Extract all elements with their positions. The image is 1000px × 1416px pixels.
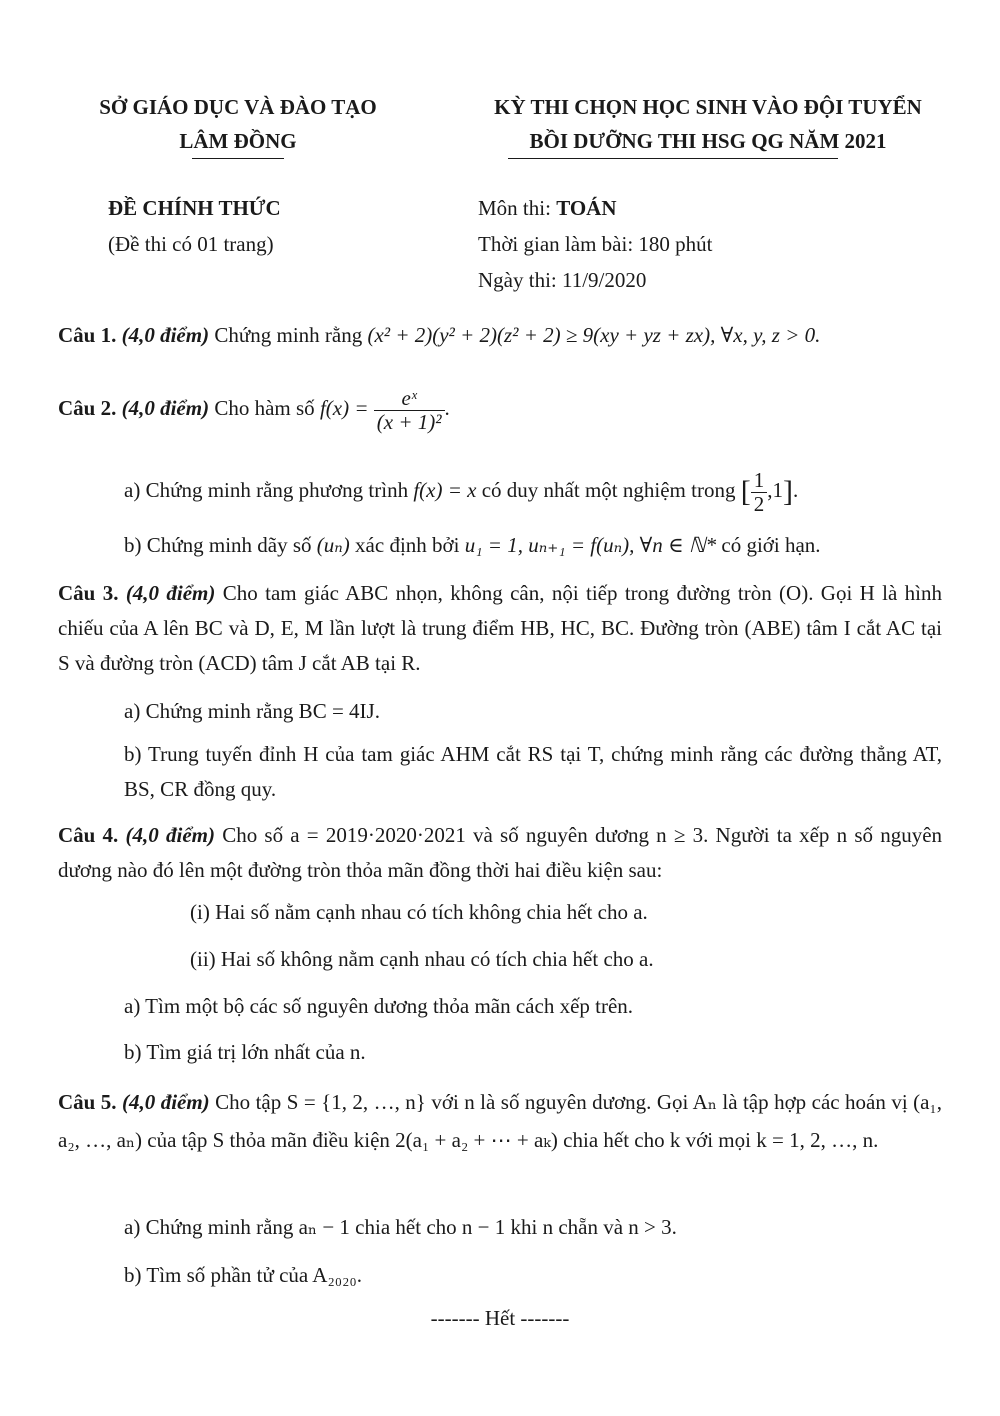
q2-points: (4,0 điểm): [121, 396, 210, 420]
q2a-text-2: có duy nhất một nghiệm trong: [481, 478, 736, 502]
q2b-text-2: xác định bởi: [355, 533, 460, 557]
q5-label: Câu 5.: [58, 1090, 117, 1114]
issuer-line-2: LÂM ĐỒNG: [179, 129, 297, 153]
subject-label: Môn thi:: [478, 196, 557, 220]
q2a-bracket-right: ]: [782, 475, 793, 509]
q1-points: (4,0 điểm): [121, 323, 210, 347]
q5-text: Cho tập S = {1, 2, …, n} với n là số nguyên dương. Gọi Aₙ là tập hợp các hoán vị (a₁, a₂, …, aₙ) của tập S thỏa mãn điều kiện 2(a₁ + a₂ + ⋯ + aₖ) chia hết cho k với mọi k = 1, 2, …, n.: [58, 1090, 942, 1152]
q2-function-lhs: f(x) =: [319, 396, 369, 420]
q2-fraction-denominator: (x + 1)²: [376, 409, 442, 434]
q2-text: Cho hàm số: [214, 396, 315, 420]
q3-label: Câu 3.: [58, 581, 119, 605]
q4-text: Cho số a = 2019·2020·2021 và số nguyên dương n ≥ 3. Người ta xếp n số nguyên dương nào đó lên một đường tròn thỏa mãn đồng thời hai điều kiện sau:: [58, 823, 943, 882]
q3-part-a: a) Chứng minh rằng BC = 4IJ.: [124, 699, 380, 723]
q2b-definition: u₁ = 1, uₙ₊₁ = f(uₙ), ∀n ∈ ℕ*: [464, 533, 717, 557]
q3-part-b: b) Trung tuyến đỉnh H của tam giác AHM cắt RS tại T, chứng minh rằng các đường thẳng AT, BS, CR đồng quy.: [124, 742, 942, 801]
q2a-interval-num: 1: [751, 469, 768, 493]
q2-part-a: a) Chứng minh rằng phương trình f(x) = x có duy nhất một nghiệm trong [ $\frac{1}{2}$ ,1].: [124, 467, 799, 516]
q2a-interval-right: ,1: [767, 478, 783, 502]
question-1: [58, 318, 942, 353]
subject-line: [478, 190, 616, 226]
q2b-text: b) Chứng minh dãy số: [124, 533, 312, 557]
q4-points: (4,0 điểm): [125, 823, 215, 847]
issuer-header: [58, 90, 418, 158]
q1-label: Câu 1.: [58, 323, 117, 347]
date-line: Ngày thi: 11/9/2020: [478, 268, 647, 292]
issuer-line-1: SỞ GIÁO DỤC VÀ ĐÀO TẠO: [99, 95, 377, 119]
q1-formula: (x² + 2)(y² + 2)(z² + 2) ≥ 9(xy + yz + zx), ∀x, y, z > 0.: [367, 323, 821, 347]
issuer-underline: [192, 158, 284, 159]
exam-title-underline: [508, 158, 838, 159]
q2a-equation: f(x) = x: [413, 478, 477, 502]
q2-function-fraction: [374, 387, 445, 434]
q5-part-a: a) Chứng minh rằng aₙ − 1 chia hết cho n − 1 khi n chẵn và n > 3.: [124, 1215, 677, 1239]
q2a-interval-den: 2: [753, 491, 765, 516]
q2b-text-3: có giới hạn.: [721, 533, 821, 557]
q4-condition-ii: (ii) Hai số không nằm cạnh nhau có tích chia hết cho a.: [190, 947, 654, 971]
q2-fraction-numerator: eˣ: [374, 387, 445, 411]
q5-part-b: b) Tìm số phần tử của A₂₀₂₀.: [124, 1263, 363, 1287]
time-line: Thời gian làm bài: 180 phút: [478, 232, 713, 256]
question-5: [58, 1083, 942, 1159]
end-marker: ------- Hết -------: [430, 1306, 570, 1330]
question-2: Câu 2. (4,0 điểm) Cho hàm số f(x) = $\frac{\text{eˣ}}{\text{(x + 1)²}}$ .: [58, 385, 450, 434]
q2a-text: a) Chứng minh rằng phương trình: [124, 478, 409, 502]
q3-text: Cho tam giác ABC nhọn, không cân, nội tiếp trong đường tròn (O). Gọi H là hình chiếu của A lên BC và D, E, M lần lượt là trung điểm HB, HC, BC. Đường tròn (ABE) tâm I cắt AC tại S và đường tròn (ACD) tâm J cắt AB tại R.: [58, 581, 942, 675]
exam-title-line-2: BỒI DƯỠNG THI HSG QG NĂM 2021: [529, 129, 887, 153]
q2b-sequence: (uₙ): [316, 533, 350, 557]
exam-title-line-1: KỲ THI CHỌN HỌC SINH VÀO ĐỘI TUYỂN: [494, 95, 922, 119]
q5-points: (4,0 điểm): [122, 1090, 210, 1114]
q2-part-b: [124, 528, 821, 563]
q2a-bracket-left: [: [740, 475, 751, 509]
pages-note: (Đề thi có 01 trang): [108, 232, 274, 256]
q4-label: Câu 4.: [58, 823, 119, 847]
q1-text: Chứng minh rằng: [214, 323, 363, 347]
q4-part-a: a) Tìm một bộ các số nguyên dương thỏa mãn cách xếp trên.: [124, 994, 634, 1018]
question-4: [58, 818, 942, 888]
question-3: [58, 576, 942, 681]
q3-points: (4,0 điểm): [125, 581, 216, 605]
subject-name: TOÁN: [556, 196, 617, 220]
q2-label: Câu 2.: [58, 396, 117, 420]
q4-condition-i: (i) Hai số nằm cạnh nhau có tích không chia hết cho a.: [190, 900, 648, 924]
q4-part-b: b) Tìm giá trị lớn nhất của n.: [124, 1040, 366, 1064]
official-label: ĐỀ CHÍNH THỨC: [108, 196, 281, 220]
exam-header: [438, 90, 978, 158]
q2a-interval-fraction: [751, 469, 768, 516]
